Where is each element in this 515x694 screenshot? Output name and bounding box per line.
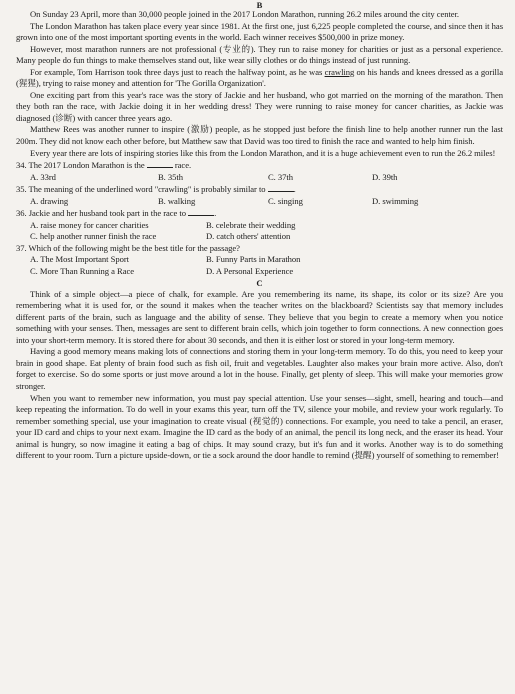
option-d: D. 39th — [372, 171, 398, 182]
underlined-word-crawling: crawling — [324, 66, 355, 77]
option-c: C. 37th — [268, 171, 293, 182]
option-d: D. A Personal Experience — [206, 266, 294, 277]
option-a: A. drawing — [30, 195, 69, 206]
option-a: A. raise money for cancer charities — [30, 219, 149, 230]
answer-blank — [188, 207, 217, 219]
question-35-stem — [16, 183, 503, 196]
option-a: A. The Most Important Sport — [30, 254, 129, 265]
option-c: C. More Than Running a Race — [30, 266, 134, 277]
question-37-options — [16, 254, 503, 277]
question-36-text: 36. Jackie and her husband took part in the race to — [16, 208, 189, 219]
option-c: C. help another runner finish the race — [30, 231, 157, 242]
passage-c-paragraph-1: Think of a simple object—a piece of chalk, for example. Are you remembering its name, its shape, its color or its size? Are you remembering what it is used for, or the sound it makes when the teacher writes on the blackboard? Scientists say that memory includes different parts of the brain, such as language and the ability of sense. They believe that you begin to create a memory when you notice something with your senses. Then, messages are sent to different brain cells, which join together to form connections. A new connection goes into your short-term memory. It is stored there for about 30 seconds, and then it is either lost or stored in your long-term memory. — [16, 288, 503, 345]
passage-c-paragraph-2: Having a good memory means making lots of connections and storing them in your long-term memory. To do this, you need to keep your brain in good shape. Eat plenty of brain food such as fish oil, fruit and vegetables. Laughter also makes your brain more active. Also, don't forget to exercise. So do some sports or just move around a lot in the house. Finally, get plenty of sleep. This will make your memories grow stronger. — [16, 346, 503, 391]
option-b: B. Funny Parts in Marathon — [206, 254, 301, 265]
question-34-text: 34. The 2017 London Marathon is the — [16, 160, 147, 171]
passage-b-paragraph-7: Every year there are lots of inspiring stories like this from the London Marathon, and it is a huge achievement even to run the 26.2 miles! — [30, 147, 496, 158]
question-36-text-end: . — [214, 208, 217, 219]
option-c: C. singing — [268, 195, 303, 206]
question-34-text-end: race. — [172, 160, 192, 171]
question-34-options — [16, 172, 503, 184]
tom-text-before: For example, Tom Harrison took three days just to reach the halfway point, as he was — [30, 66, 325, 77]
answer-blank — [147, 159, 173, 168]
question-35-options — [16, 196, 503, 208]
passage-b-paragraph-1: On Sunday 23 April, more than 30,000 people joined in the 2017 London Marathon, running 26.2 miles around the city center. — [30, 9, 460, 19]
passage-b-paragraph-5: One exciting part from this year's race was the story of Jackie and her husband, who got married on the morning of the marathon. Then they both ran the race, with Jackie doing it in her wedding dress! They were running to raise money for cancer charities, as Jackie was diagnosed (诊断) with cancer three years ago. — [16, 89, 503, 123]
option-d: D. swimming — [372, 195, 419, 206]
passage-b-paragraph-4 — [16, 67, 503, 90]
question-34-stem — [16, 159, 503, 172]
option-b: B. celebrate their wedding — [206, 219, 296, 230]
section-b-heading: B — [256, 0, 263, 10]
question-36-options — [16, 220, 503, 243]
question-35-text-end: . — [293, 184, 296, 195]
question-36-stem — [16, 207, 503, 220]
passage-b-paragraph-3: However, most marathon runners are not professional (专业的). They run to raise money for charities or just as a personal experience. Many people do fun things to make themselves stand out, like wear silly clothes or do things instead of just running. — [16, 43, 503, 66]
option-a: A. 33rd — [30, 171, 56, 182]
passage-b-paragraph-6: Matthew Rees was another runner to inspire (激励) people, as he stopped just before the finish line to help another runner run the last 200m. They did not know each other before, but Matthew saw that David was too tired to finish the race and wanted to help him finish. — [16, 124, 503, 147]
section-c-heading: C — [256, 277, 263, 288]
option-d: D. catch others' attention — [206, 231, 291, 242]
answer-blank — [268, 183, 296, 195]
option-b: B. 35th — [158, 171, 183, 182]
question-37-stem: 37. Which of the following might be the best title for the passage? — [16, 242, 240, 253]
passage-c-paragraph-3: When you want to remember new information, you must pay special attention. Use your senses—sight, smell, hearing and touch—and keep repeating the information. To do well in your exams this year, turn off the TV, silence your mobile, and review your work regularly. To remember something special, use your imagination to create visual (视觉的) connections. For example, you need to take a pencil, an eraser, your ID card and chips to your next exam. Imagine the ID card as the body of an animal, the pencil its long neck, and the eraser its head. Your animal is hungry, so now imagine it eating a bag of chips. It may sound crazy, but it's fun and it works. Another way is to do something different to your room. Turn a picture upside-down, or tie a sock around the door handle to remind (提醒) yourself of something to remember! — [16, 392, 503, 461]
question-35-text: 35. The meaning of the underlined word "crawling" is probably similar to — [16, 184, 268, 195]
option-b: B. walking — [158, 195, 196, 206]
tom-text-after: on his hands and knees dressed as a gorilla (猩猩), trying to raise money and attention for 'The Gorilla Organization'. — [16, 66, 503, 89]
passage-b-paragraph-2: The London Marathon has taken place every year since 1981. At the first one, just 6,225 people completed the course, and since then it has grown into one of the most important sporting events in the world. Each winner receives $500,000 in prize money. — [16, 20, 503, 43]
